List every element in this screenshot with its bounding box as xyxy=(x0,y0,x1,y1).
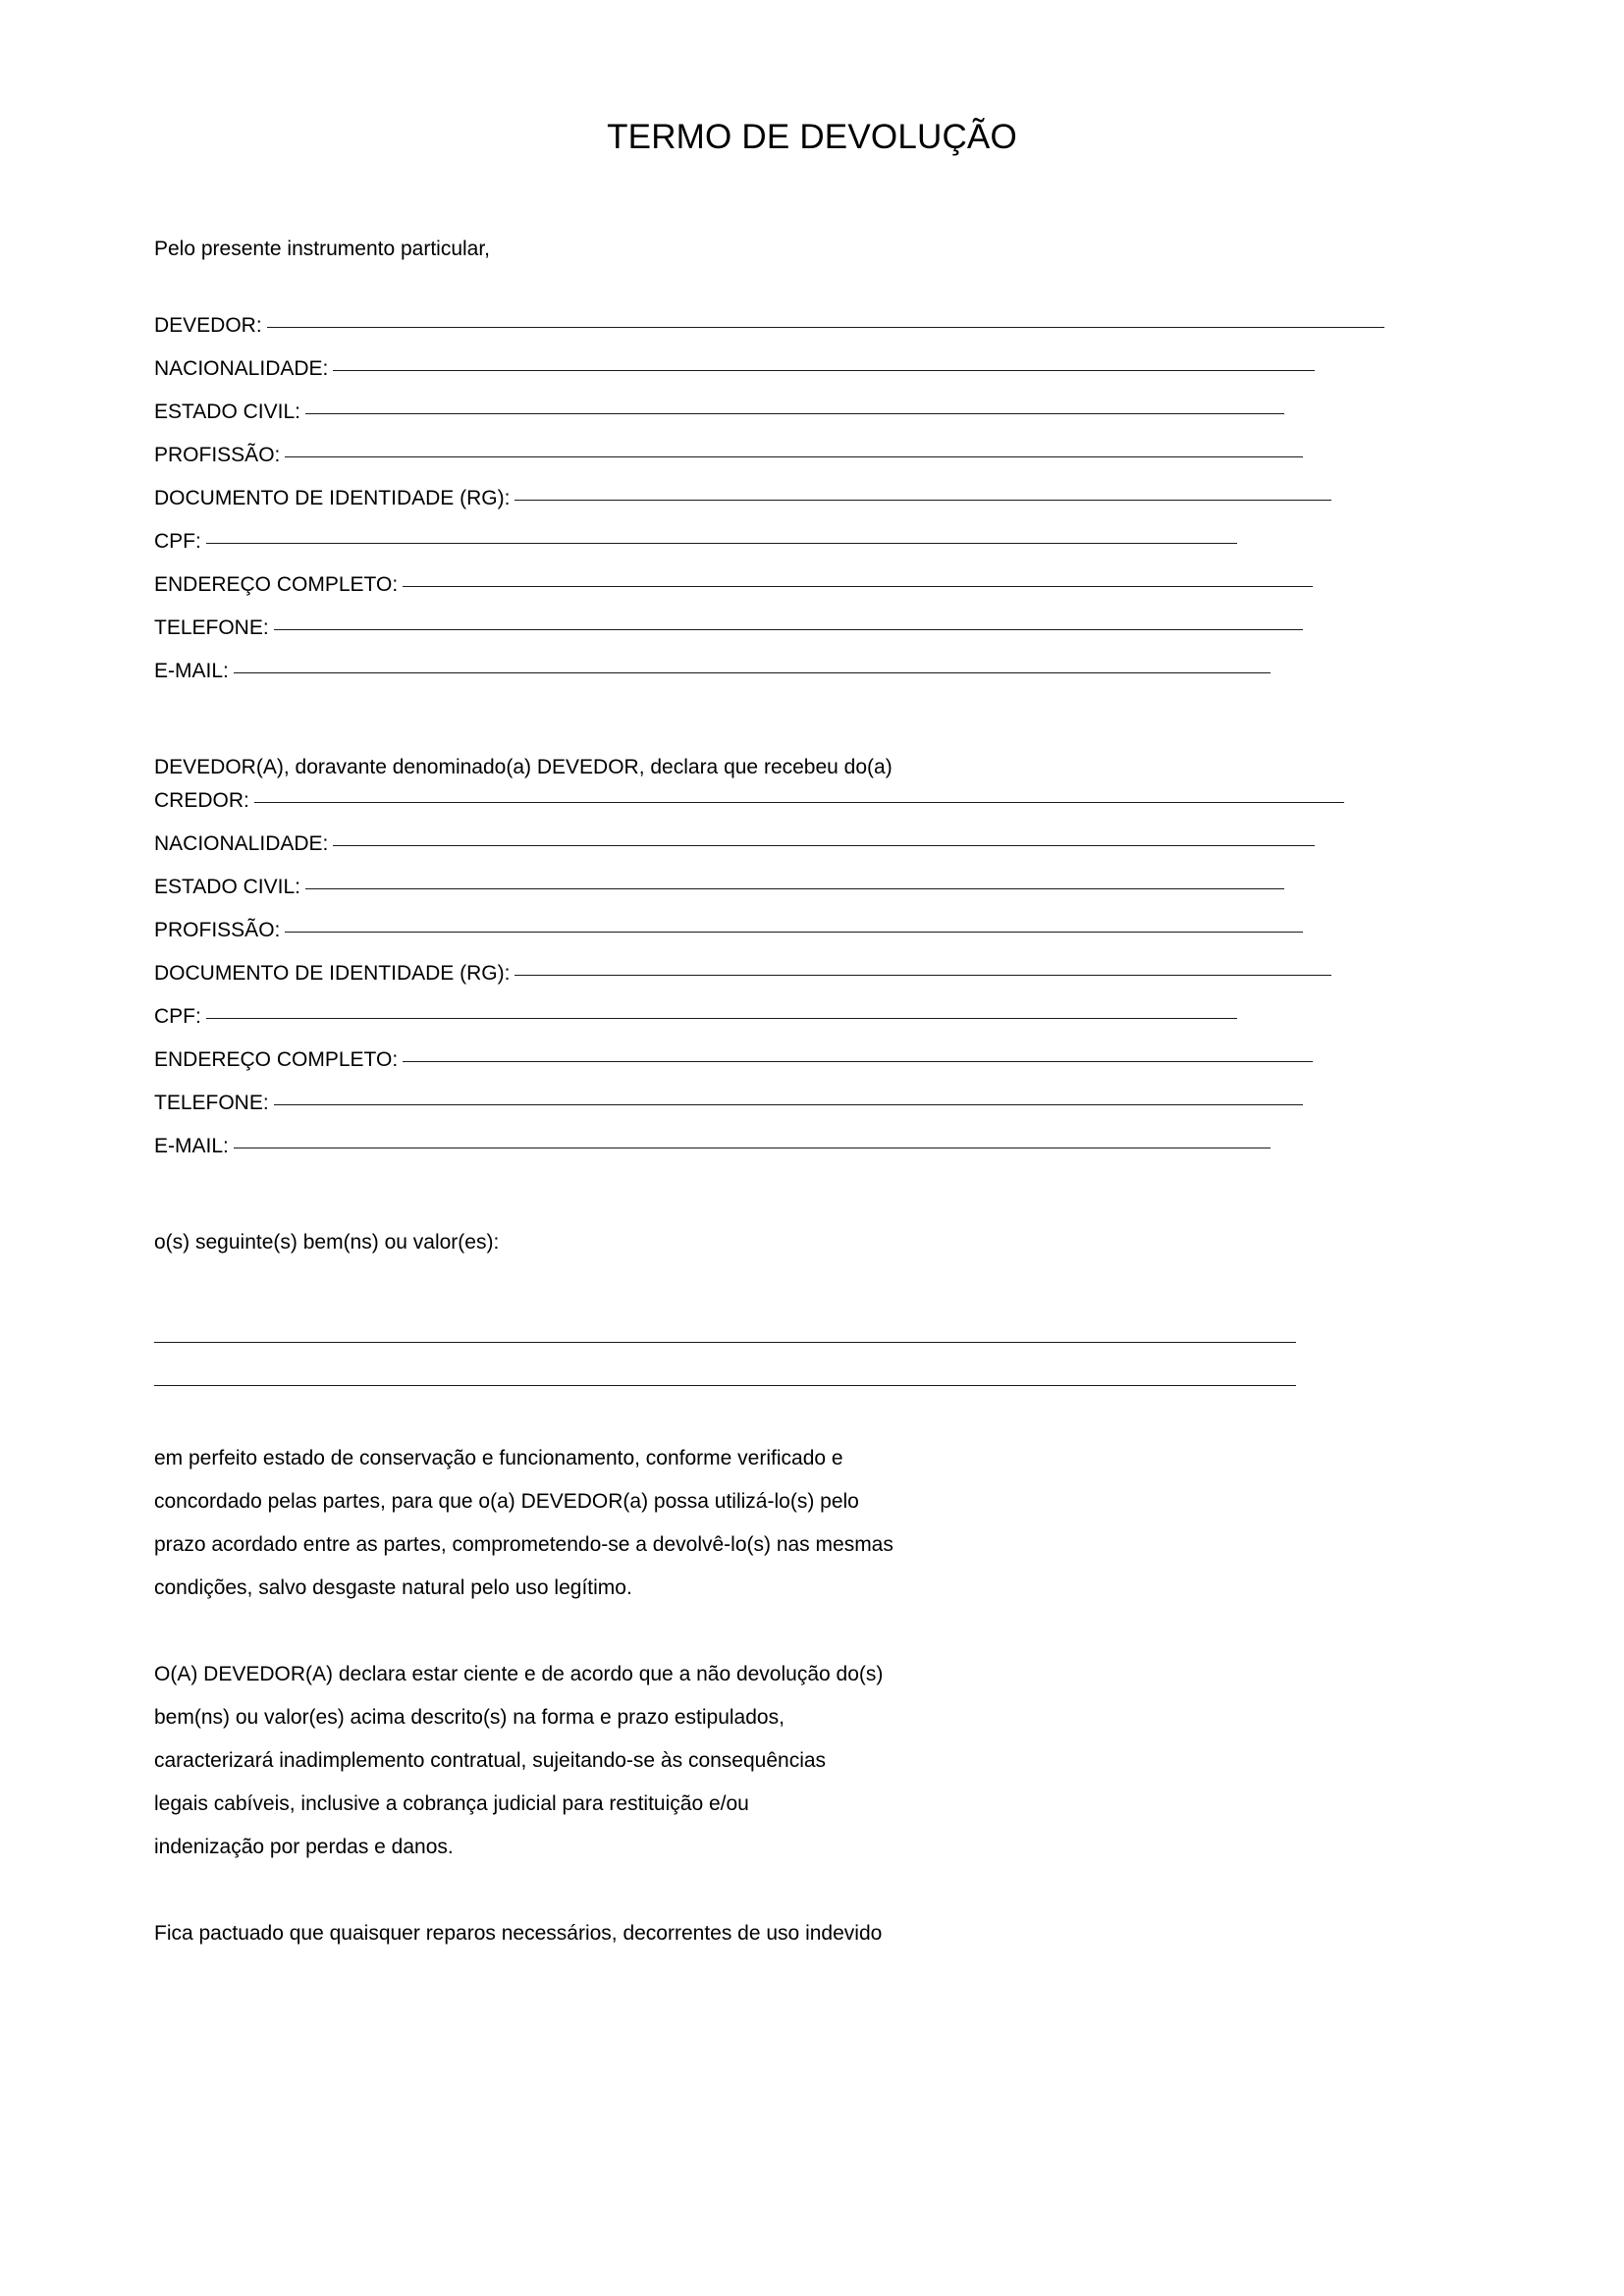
paragraph-2-line: O(A) DEVEDOR(A) declara estar ciente e de acordo que a não devolução do(s) xyxy=(154,1663,884,1685)
paragraph-2-line: bem(ns) ou valor(es) acima descrito(s) na forma e prazo estipulados, xyxy=(154,1706,785,1729)
debtor-field-row xyxy=(154,660,1470,703)
creditor-field-label: ENDEREÇO COMPLETO: xyxy=(154,1048,399,1071)
page-title: TERMO DE DEVOLUÇÃO xyxy=(607,118,1017,156)
debtor-field-row xyxy=(154,314,1470,357)
debtor-field-row xyxy=(154,487,1470,530)
spacer xyxy=(154,1178,1470,1221)
goods-blank-lines xyxy=(154,1308,1470,1394)
spacer xyxy=(154,271,1470,314)
debtor-field-blank-rule[interactable] xyxy=(206,543,1237,544)
paragraph-1-line: prazo acordado entre as partes, comprometendo-se a devolvê-lo(s) nas mesmas xyxy=(154,1533,893,1556)
debtor-field-label: ENDEREÇO COMPLETO: xyxy=(154,573,399,596)
paragraph-2-line: legais cabíveis, inclusive a cobrança judicial para restituição e/ou xyxy=(154,1792,749,1815)
debtor-field-row xyxy=(154,530,1470,573)
paragraph-1 xyxy=(154,1437,1470,1610)
creditor-field-blank-rule[interactable] xyxy=(333,845,1315,846)
creditor-field-row xyxy=(154,1005,1470,1048)
creditor-field-blank-rule[interactable] xyxy=(254,802,1344,803)
debtor-field-blank-rule[interactable] xyxy=(274,629,1303,630)
debtor-field-blank-rule[interactable] xyxy=(234,672,1271,673)
creditor-field-blank-rule[interactable] xyxy=(305,888,1284,889)
paragraph-1-line: concordado pelas partes, para que o(a) DEVEDOR(a) possa utilizá-lo(s) pelo xyxy=(154,1490,859,1513)
debtor-field-label: ESTADO CIVIL: xyxy=(154,400,300,423)
debtor-field-label: NACIONALIDADE: xyxy=(154,357,329,380)
debtor-field-label: CPF: xyxy=(154,530,201,553)
creditor-field-blank-rule[interactable] xyxy=(403,1061,1313,1062)
debtor-field-label: TELEFONE: xyxy=(154,616,269,639)
transition-paragraph: DEVEDOR(A), doravante denominado(a) DEVEDOR, declara que recebeu do(a) xyxy=(154,756,893,778)
paragraph-1-line: em perfeito estado de conservação e funcionamento, conforme verificado e xyxy=(154,1447,843,1469)
creditor-field-label: TELEFONE: xyxy=(154,1092,269,1114)
debtor-field-row xyxy=(154,616,1470,660)
spacer xyxy=(154,1394,1470,1437)
debtor-field-row xyxy=(154,573,1470,616)
spacer xyxy=(154,1264,1470,1308)
creditor-field-row xyxy=(154,789,1470,832)
debtor-field-group xyxy=(154,314,1470,703)
debtor-field-label: E-MAIL: xyxy=(154,660,229,682)
creditor-field-blank-rule[interactable] xyxy=(274,1104,1303,1105)
paragraph-1-line: condições, salvo desgaste natural pelo uso legítimo. xyxy=(154,1576,632,1599)
intro-paragraph: Pelo presente instrumento particular, xyxy=(154,238,491,260)
debtor-field-row xyxy=(154,444,1470,487)
paragraph-3-line: Fica pactuado que quaisquer reparos necessários, decorrentes de uso indevido xyxy=(154,1922,883,1945)
debtor-field-label: DOCUMENTO DE IDENTIDADE (RG): xyxy=(154,487,511,509)
paragraph-2 xyxy=(154,1653,1470,1869)
debtor-field-blank-rule[interactable] xyxy=(305,413,1284,414)
spacer xyxy=(154,1869,1470,1912)
debtor-field-row xyxy=(154,357,1470,400)
debtor-field-blank-rule[interactable] xyxy=(333,370,1315,371)
creditor-field-row xyxy=(154,1048,1470,1092)
goods-blank-line[interactable] xyxy=(154,1385,1296,1386)
debtor-field-blank-rule[interactable] xyxy=(285,456,1303,457)
creditor-field-label: CREDOR: xyxy=(154,789,249,812)
creditor-field-row xyxy=(154,876,1470,919)
spacer xyxy=(154,1610,1470,1653)
creditor-field-row xyxy=(154,1092,1470,1135)
creditor-field-label: DOCUMENTO DE IDENTIDADE (RG): xyxy=(154,962,511,985)
paragraph-2-line: indenização por perdas e danos. xyxy=(154,1836,454,1858)
debtor-field-row xyxy=(154,400,1470,444)
creditor-field-row xyxy=(154,1135,1470,1178)
debtor-field-blank-rule[interactable] xyxy=(514,500,1331,501)
debtor-field-label: PROFISSÃO: xyxy=(154,444,281,466)
creditor-field-label: ESTADO CIVIL: xyxy=(154,876,300,898)
debtor-field-blank-rule[interactable] xyxy=(267,327,1384,328)
creditor-field-label: PROFISSÃO: xyxy=(154,919,281,941)
goods-blank-line-row xyxy=(154,1308,1470,1351)
spacer xyxy=(154,703,1470,746)
creditor-field-label: E-MAIL: xyxy=(154,1135,229,1157)
goods-blank-line-row xyxy=(154,1351,1470,1394)
goods-intro-label: o(s) seguinte(s) bem(ns) ou valor(es): xyxy=(154,1231,500,1254)
creditor-field-group xyxy=(154,789,1470,1178)
debtor-field-blank-rule[interactable] xyxy=(403,586,1313,587)
paragraph-2-line: caracterizará inadimplemento contratual, sujeitando-se às consequências xyxy=(154,1749,827,1772)
creditor-field-row xyxy=(154,832,1470,876)
debtor-field-label: DEVEDOR: xyxy=(154,314,262,337)
document-body xyxy=(154,228,1470,1955)
creditor-field-label: NACIONALIDADE: xyxy=(154,832,329,855)
creditor-field-row xyxy=(154,919,1470,962)
creditor-field-blank-rule[interactable] xyxy=(285,932,1303,933)
creditor-field-row xyxy=(154,962,1470,1005)
creditor-field-blank-rule[interactable] xyxy=(206,1018,1237,1019)
creditor-field-label: CPF: xyxy=(154,1005,201,1028)
goods-blank-line[interactable] xyxy=(154,1342,1296,1343)
paragraph-3 xyxy=(154,1912,1470,1955)
creditor-field-blank-rule[interactable] xyxy=(514,975,1331,976)
